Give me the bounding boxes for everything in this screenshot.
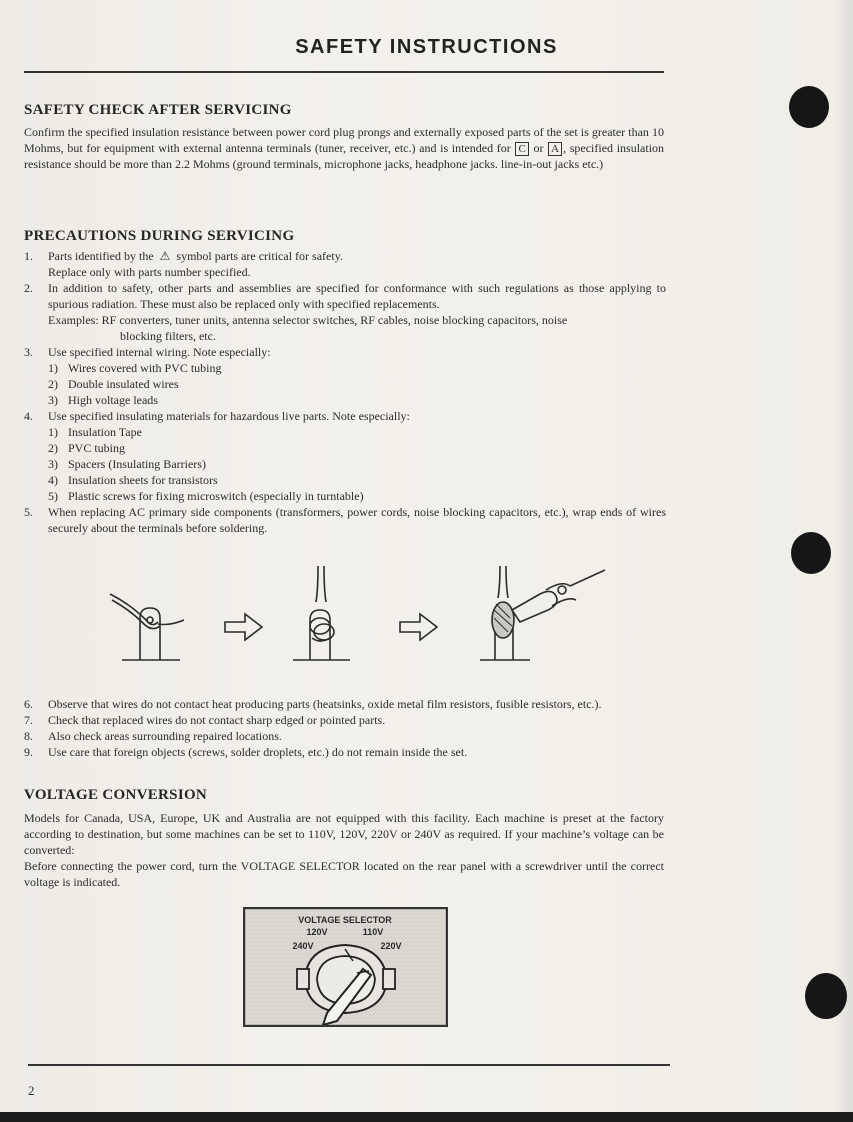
precautions-list-continued [24, 696, 666, 760]
safety-check-text-2: , specified insulation resistance should be more than 2.2 Mohms (ground terminals, microphone jacks, headphone jacks. line-in-out jacks etc.) [24, 141, 665, 171]
list-item [24, 696, 666, 712]
sub-item-number: 2) [48, 377, 58, 391]
sub-list [48, 424, 666, 504]
list-item [24, 280, 666, 344]
punch-hole-bottom [805, 973, 847, 1019]
list-item [24, 712, 666, 728]
class-c-box: C [515, 142, 528, 156]
item-number: 1. [24, 249, 33, 263]
sub-list-item [48, 424, 666, 440]
item-number: 7. [24, 713, 33, 727]
item-text: Use specified internal wiring. Note especially: [48, 345, 271, 359]
item-number: 4. [24, 409, 33, 423]
item-text: Use care that foreign objects (screws, solder droplets, etc.) do not remain inside the set. [48, 745, 468, 759]
sub-item-number: 1) [48, 361, 58, 375]
item-number: 9. [24, 745, 33, 759]
item-number: 8. [24, 729, 33, 743]
sub-item-text: Insulation sheets for transistors [68, 473, 218, 487]
voltage-paragraph-2: Before connecting the power cord, turn the VOLTAGE SELECTOR located on the rear panel with a screwdriver until the correct voltage is indicated. [24, 859, 664, 889]
terminal-with-hooked-wire [110, 594, 184, 660]
terminal-with-wrapped-wire [293, 566, 350, 660]
sub-item-text: Double insulated wires [68, 377, 179, 391]
item-continuation: Replace only with parts number specified. [48, 265, 251, 279]
safety-check-heading: SAFETY CHECK AFTER SERVICING [24, 102, 292, 118]
page-edge-shadow [835, 0, 853, 1122]
warning-triangle-icon: ⚠ [159, 249, 171, 263]
sub-item-number: 4) [48, 473, 58, 487]
item-examples-continuation: blocking filters, etc. [120, 329, 216, 343]
sub-list-item [48, 376, 666, 392]
item-number: 2. [24, 281, 33, 295]
list-item [24, 344, 666, 408]
sub-list-item [48, 456, 666, 472]
item-number: 6. [24, 697, 33, 711]
voltage-110v-label: 110V [362, 927, 384, 937]
voltage-selector-graphic [245, 909, 446, 1025]
sub-list-item [48, 360, 666, 376]
sub-item-number: 3) [48, 393, 58, 407]
sub-item-number: 1) [48, 425, 58, 439]
page-number: 2 [28, 1083, 35, 1098]
voltage-220v-label: 220V [380, 941, 402, 951]
sub-item-text: High voltage leads [68, 393, 158, 407]
voltage-selector-illustration [243, 907, 448, 1027]
punch-hole-top [789, 86, 829, 128]
title-divider [24, 71, 664, 73]
list-item [24, 504, 666, 536]
sub-item-text: Wires covered with PVC tubing [68, 361, 222, 375]
scan-bottom-edge [0, 1112, 853, 1122]
list-item [24, 728, 666, 744]
item-text: Parts identified by the [48, 249, 154, 263]
item-text: Observe that wires do not contact heat producing parts (heatsinks, oxide metal film resistors, fusible resistors, etc.). [48, 697, 602, 711]
list-item [24, 408, 666, 504]
sub-item-text: Plastic screws for fixing microswitch (especially in turntable) [68, 489, 364, 503]
arrow-right-icon [225, 614, 262, 640]
voltage-120v-label: 120V [306, 927, 328, 937]
item-text: Check that replaced wires do not contact sharp edged or pointed parts. [48, 713, 386, 727]
footer-divider [28, 1064, 670, 1066]
sub-item-text: PVC tubing [68, 441, 126, 455]
sub-list [48, 360, 666, 408]
sub-item-number: 3) [48, 457, 58, 471]
item-text: Use specified insulating materials for hazardous live parts. Note especially: [48, 409, 410, 423]
list-item [24, 744, 666, 760]
sub-item-number: 5) [48, 489, 58, 503]
safety-check-paragraph [24, 124, 664, 172]
arrow-right-icon [400, 614, 437, 640]
item-examples: Examples: RF converters, tuner units, antenna selector switches, RF cables, noise blocking capacitors, noise [48, 313, 568, 327]
safety-check-text-1: Confirm the specified insulation resistance between power cord plug prongs and externally exposed parts of the set is greater than 10 Mohms, but for equipment with external antenna terminals (tuner, receiver, etc.) and is intended for [24, 125, 664, 155]
sub-list-item [48, 488, 666, 504]
item-text: Also check areas surrounding repaired locations. [48, 729, 282, 743]
class-a-box: A [548, 142, 562, 156]
wire-wrap-soldering-diagram [100, 560, 640, 670]
terminal-with-solder-and-iron [480, 566, 605, 660]
voltage-conversion-heading: VOLTAGE CONVERSION [24, 787, 208, 803]
sub-item-text: Spacers (Insulating Barriers) [68, 457, 206, 471]
sub-item-number: 2) [48, 441, 58, 455]
sub-list-item [48, 392, 666, 408]
voltage-240v-label: 240V [292, 941, 314, 951]
sub-list-item [48, 440, 666, 456]
voltage-paragraph-1: Models for Canada, USA, Europe, UK and Australia are not equipped with this facility. Each machine is preset at the factory according to destination, but some machines can be set to 110V, 120V, 220V or 240V as required. If your machine’s voltage can be converted: [24, 811, 664, 857]
item-number: 3. [24, 345, 33, 359]
sub-list-item [48, 472, 666, 488]
page-title: SAFETY INSTRUCTIONS [295, 36, 558, 58]
voltage-selector-label: VOLTAGE SELECTOR [298, 915, 392, 925]
precautions-list [24, 248, 666, 536]
item-text-after-symbol: symbol parts are critical for safety. [176, 249, 343, 263]
item-number: 5. [24, 505, 33, 519]
list-item [24, 248, 666, 280]
precautions-heading: PRECAUTIONS DURING SERVICING [24, 228, 295, 244]
sub-item-text: Insulation Tape [68, 425, 142, 439]
item-text: When replacing AC primary side components (transformers, power cords, noise blocking capacitors, etc.), wrap ends of wires securely about the terminals before soldering. [48, 505, 666, 535]
punch-hole-middle [791, 532, 831, 574]
or-text: or [533, 141, 544, 155]
item-text: In addition to safety, other parts and assemblies are specified for conformance with such regulations as those applying to spurious radiation. These must also be replaced only with specified replacements. [48, 281, 666, 311]
